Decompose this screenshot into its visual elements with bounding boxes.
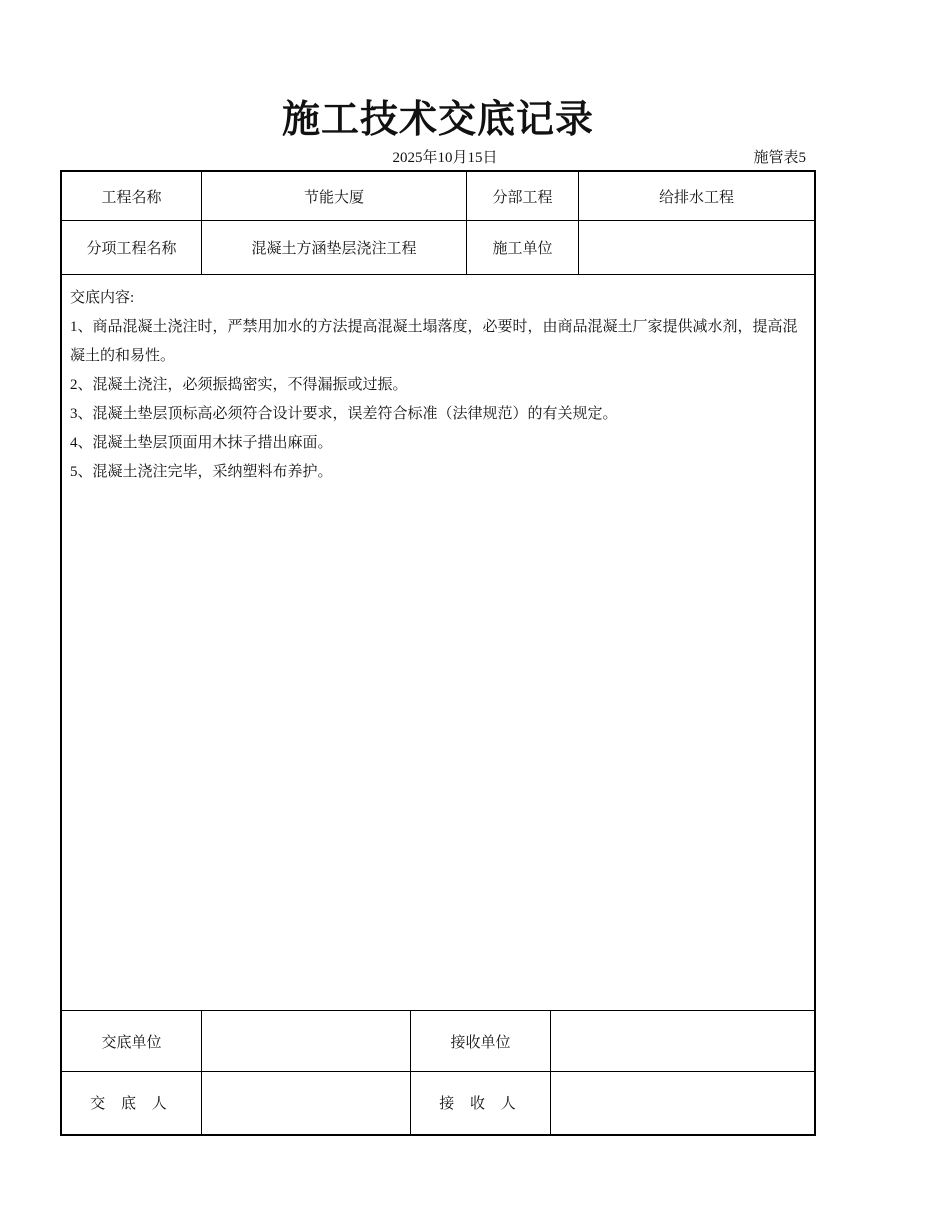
content-item-4: 4、混凝土垫层顶面用木抹子措出麻面。	[70, 435, 333, 451]
subitem-name-value[interactable]: 混凝土方涵垫层浇注工程	[202, 220, 467, 274]
content-heading: 交底内容:	[70, 290, 135, 306]
briefer-label: 交 底 人	[62, 1071, 202, 1134]
briefing-content	[62, 274, 814, 1011]
project-name-value[interactable]: 节能大厦	[202, 172, 467, 220]
contractor-value[interactable]	[579, 220, 814, 274]
receiving-unit-label: 接收单位	[411, 1011, 551, 1071]
project-name-label: 工程名称	[62, 172, 202, 220]
subitem-name-label: 分项工程名称	[62, 220, 202, 274]
footer-row-units	[62, 1011, 814, 1072]
contractor-label: 施工单位	[467, 220, 579, 274]
footer-row-persons	[62, 1071, 814, 1134]
content-item-3: 3、混凝土垫层顶标高必须符合设计要求，误差符合标准（法律规范）的有关规定。	[70, 406, 618, 422]
content-item-1: 1、商品混凝土浇注时，严禁用加水的方法提高混凝土塌落度，必要时，由商品混凝土厂家提供减水剂，提高混凝土的和易性。	[70, 319, 798, 364]
document-title: 施工技术交底记录	[281, 97, 594, 141]
division-value[interactable]: 给排水工程	[658, 189, 734, 206]
content-item-5: 5、混凝土浇注完毕，采纳塑料布养护。	[70, 464, 333, 480]
receiver-value[interactable]	[551, 1071, 814, 1134]
content-item-2: 2、混凝土浇注，必须振捣密实，不得漏振或过振。	[70, 377, 408, 393]
briefing-unit-value[interactable]	[202, 1011, 411, 1071]
briefing-unit-label: 交底单位	[62, 1011, 202, 1071]
receiving-unit-value[interactable]	[551, 1011, 814, 1071]
header-row-project	[62, 172, 814, 221]
division-label: 分部工程	[467, 172, 579, 220]
header-row-subitem	[62, 220, 814, 275]
receiver-label: 接 收 人	[411, 1071, 551, 1134]
record-date: 2025年10月15日	[392, 150, 498, 166]
briefer-value[interactable]	[202, 1071, 411, 1134]
form-number: 施管表5	[753, 150, 806, 166]
record-table	[60, 170, 816, 1136]
